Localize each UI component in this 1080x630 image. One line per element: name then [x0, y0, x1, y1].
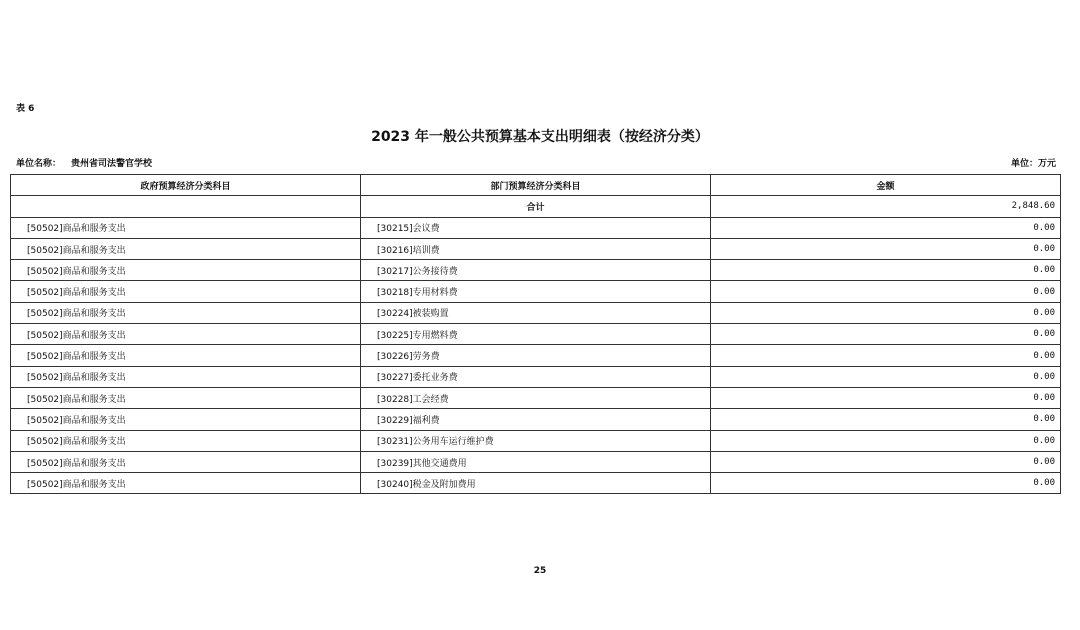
amount-cell: 0.00 [711, 281, 1061, 302]
dept-category-cell: [30227]委托业务费 [361, 366, 711, 387]
table-row [11, 324, 1061, 345]
dept-category-cell: [30226]劳务费 [361, 345, 711, 366]
table-row [11, 430, 1061, 451]
table-row [11, 345, 1061, 366]
dept-category-cell: [30217]公务接待费 [361, 260, 711, 281]
header-row [11, 175, 1061, 196]
gov-category-cell: [50502]商品和服务支出 [11, 451, 361, 472]
amount-cell: 0.00 [711, 302, 1061, 323]
gov-category-cell: [50502]商品和服务支出 [11, 302, 361, 323]
gov-category-cell: [50502]商品和服务支出 [11, 238, 361, 259]
dept-category-cell: [30239]其他交通费用 [361, 451, 711, 472]
gov-category-cell: [50502]商品和服务支出 [11, 324, 361, 345]
dept-category-cell: [30216]培训费 [361, 238, 711, 259]
table-row [11, 473, 1061, 494]
amount-cell: 0.00 [711, 387, 1061, 408]
gov-category-cell: [50502]商品和服务支出 [11, 217, 361, 238]
amount-cell: 0.00 [711, 409, 1061, 430]
document-title: 2023 年一般公共预算基本支出明细表（按经济分类） [371, 129, 709, 145]
dept-category-cell: [30240]税金及附加费用 [361, 473, 711, 494]
page-number: 25 [533, 566, 547, 576]
gov-category-cell: [50502]商品和服务支出 [11, 387, 361, 408]
meta-row [16, 156, 1056, 170]
table-row [11, 238, 1061, 259]
amount-cell: 0.00 [711, 345, 1061, 366]
table-row [11, 366, 1061, 387]
unit-name-value: 贵州省司法警官学校 [71, 159, 153, 169]
dept-category-cell: [30228]工会经费 [361, 387, 711, 408]
table-row [11, 451, 1061, 472]
gov-category-cell: [50502]商品和服务支出 [11, 281, 361, 302]
gov-category-cell: [50502]商品和服务支出 [11, 345, 361, 366]
amount-cell: 0.00 [711, 473, 1061, 494]
table-row [11, 281, 1061, 302]
amount-cell: 0.00 [711, 238, 1061, 259]
dept-category-cell: [30225]专用燃料费 [361, 324, 711, 345]
table-row [11, 260, 1061, 281]
budget-table [10, 174, 1061, 494]
dept-category-cell: [30218]专用材料费 [361, 281, 711, 302]
dept-category-cell: [30229]福利费 [361, 409, 711, 430]
unit-name [16, 156, 152, 169]
amount-cell: 0.00 [711, 366, 1061, 387]
gov-category-cell: [50502]商品和服务支出 [11, 409, 361, 430]
amount-cell: 0.00 [711, 451, 1061, 472]
total-row [11, 196, 1061, 217]
gov-category-cell: [50502]商品和服务支出 [11, 366, 361, 387]
amount-cell: 0.00 [711, 324, 1061, 345]
total-amount: 2,848.60 [711, 196, 1061, 217]
header-dept-category: 部门预算经济分类科目 [361, 175, 711, 196]
dept-category-cell: [30224]被装购置 [361, 302, 711, 323]
dept-category-cell: [30215]会议费 [361, 217, 711, 238]
dept-category-cell: [30231]公务用车运行维护费 [361, 430, 711, 451]
table-row [11, 409, 1061, 430]
unit-name-label: 单位名称： [16, 159, 62, 169]
gov-category-cell: [50502]商品和服务支出 [11, 430, 361, 451]
table-row [11, 217, 1061, 238]
total-gov-cell [11, 196, 361, 217]
table-number-label: 表 6 [16, 104, 35, 114]
currency-unit: 单位：万元 [1010, 159, 1056, 169]
amount-cell: 0.00 [711, 260, 1061, 281]
amount-cell: 0.00 [711, 217, 1061, 238]
header-gov-category: 政府预算经济分类科目 [11, 175, 361, 196]
table-row [11, 387, 1061, 408]
amount-cell: 0.00 [711, 430, 1061, 451]
gov-category-cell: [50502]商品和服务支出 [11, 473, 361, 494]
total-label: 合计 [361, 196, 711, 217]
header-amount: 金额 [711, 175, 1061, 196]
gov-category-cell: [50502]商品和服务支出 [11, 260, 361, 281]
table-row [11, 302, 1061, 323]
